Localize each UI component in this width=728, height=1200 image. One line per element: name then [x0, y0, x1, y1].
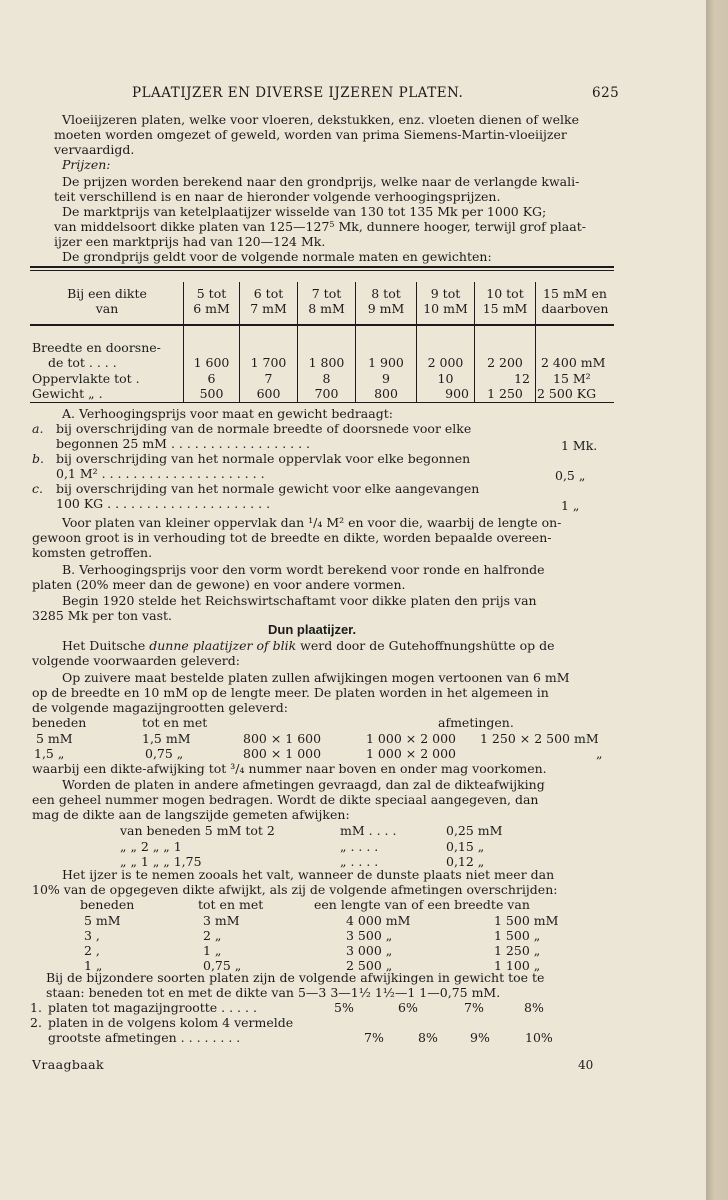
section-heading-dun-plaatijzer: Dun plaatijzer. [268, 622, 357, 637]
mag-cell: 5 mM [36, 731, 73, 746]
pct-value: 7% [464, 1000, 484, 1015]
table-cell: 6 [207, 371, 216, 386]
len-cell: 2 500 „ [346, 958, 393, 973]
dikte-cell: van beneden 5 mM tot 2 [120, 823, 275, 838]
mag-cell: 1 250 × 2 500 mM [480, 731, 599, 746]
worden-line: een geheel nummer mogen bedragen. Wordt de dikte speciaal aangegeven, dan [32, 792, 539, 807]
table-cell: 600 [256, 386, 281, 401]
table-cell: 7 [264, 371, 273, 386]
mag-head: afmetingen. [438, 715, 514, 730]
item-line: begonnen 25 mM . . . . . . . . . . . . . . . . . . [56, 436, 311, 451]
pct-num: 2. [30, 1015, 42, 1030]
table-header-cell: 10 tot [486, 286, 524, 301]
table-header-cell: 9 tot [430, 286, 461, 301]
table-cell: 1 600 [193, 355, 230, 370]
table-rule-bottom [30, 402, 614, 403]
len-cell: 1 500 „ [494, 928, 541, 943]
len-head: beneden [80, 897, 135, 912]
mag-head: beneden [32, 715, 87, 730]
book-gutter [706, 0, 728, 1200]
mag-cell: 800 × 1 000 [243, 746, 322, 761]
len-head: een lengte van of een breedte van [314, 897, 530, 912]
table-cell: 2 400 mM [541, 355, 606, 370]
len-cell: 3 000 „ [346, 943, 393, 958]
prijzen-label: Prijzen: [62, 157, 111, 172]
item-value: 1 Mk. [561, 438, 598, 453]
intro-line: moeten worden omgezet of geweld, worden van prima Siemens-Martin-vloeiijzer [54, 127, 567, 142]
prijzen-line: De grondprijs geldt voor de volgende normale maten en gewichten: [62, 249, 492, 264]
running-header-title: PLAATIJZER EN DIVERSE IJZEREN PLATEN. [132, 85, 464, 101]
table-rule-header [30, 324, 614, 326]
len-cell: 0,75 „ [203, 958, 242, 973]
b-line: Begin 1920 stelde het Reichswirtschaftamt voor dikke platen den prijs van [62, 593, 537, 608]
table-row-label: de tot . . . . [48, 355, 117, 370]
item-letter: b. [32, 451, 44, 466]
table-header-cell: 9 mM [367, 301, 405, 316]
zuivere-line: op de breedte en 10 mM op de lengte meer. De platen worden in het algemeen in [32, 685, 549, 700]
item-line: 100 KG . . . . . . . . . . . . . . . . . . . . . [56, 496, 271, 511]
dikte-cell: „ . . . . [340, 839, 379, 854]
len-cell: 3 , [84, 928, 100, 943]
dun-intro-line: Het Duitsche dunne plaatijzer of blik werd door de Gutehoffnungshütte op de [62, 638, 555, 653]
table-header-cell: 7 tot [311, 286, 342, 301]
zuivere-line: de volgende magazijngrootten geleverd: [32, 700, 288, 715]
len-head: tot en met [198, 897, 264, 912]
item-line: bij overschrijding van de normale breedte of doorsnede voor elke [56, 421, 472, 436]
intro-line: vervaardigd. [54, 142, 135, 157]
len-cell: 1 100 „ [494, 958, 541, 973]
mag-cell: 800 × 1 600 [243, 731, 322, 746]
table-cell: 900 [445, 386, 469, 401]
dikte-cell: „ . . . . [340, 854, 379, 869]
table-header-cell: 15 mM en [543, 286, 607, 301]
pct-label: platen tot magazijngrootte . . . . . [48, 1000, 257, 1015]
pct-label: platen in de volgens kolom 4 vermelde [48, 1015, 294, 1030]
pct-value: 6% [398, 1000, 418, 1015]
verhooging-title: A. Verhoogingsprijs voor maat en gewicht bedraagt: [62, 406, 393, 421]
table-row-label: Breedte en doorsne- [32, 340, 161, 355]
table-cell: 2 500 KG [537, 386, 597, 401]
table-header-cell: 5 tot [196, 286, 227, 301]
table-header-label: van [95, 301, 119, 316]
table-rule-top [30, 270, 614, 271]
footer-sheet-number: 40 [578, 1058, 594, 1072]
table-cell: 1 900 [368, 355, 404, 370]
table-header-cell: 8 tot [371, 286, 401, 301]
table-cell: 2 200 [487, 355, 523, 370]
dikte-cell: 0,12 „ [446, 854, 485, 869]
footer-signature: Vraagbaak [32, 1057, 104, 1072]
mag-cell: 1 000 × 2 000 [366, 731, 456, 746]
dikte-cell: 0,25 mM [446, 823, 503, 838]
worden-line: Worden de platen in andere afmetingen gevraagd, dan zal de dikteafwijking [62, 777, 545, 792]
table-cell: 500 [199, 386, 224, 401]
b-line: B. Verhoogingsprijs voor den vorm wordt berekend voor ronde en halfronde [62, 562, 545, 577]
dikte-cell: „ „ 2 „ „ 1 [120, 839, 182, 854]
b-line: platen (20% meer dan de gewone) en voor andere vormen. [32, 577, 406, 592]
mag-head: tot en met [142, 715, 208, 730]
prijzen-line: ijzer een marktprijs had van 120—124 Mk. [54, 234, 326, 249]
table-cell: 800 [374, 386, 398, 401]
prijzen-line: De prijzen worden berekend naar den grondprijs, welke naar de verlangde kwali- [62, 174, 580, 189]
table-cell: 9 [382, 371, 390, 386]
worden-line: mag de dikte aan de langszijde gemeten afwijken: [32, 807, 350, 822]
ijzer-line: 10% van de opgegeven dikte afwijkt, als zij de volgende afmetingen overschrijden: [32, 882, 558, 897]
dikte-cell: „ „ 1 „ „ 1,75 [120, 854, 202, 869]
dikte-cell: 0,15 „ [446, 839, 485, 854]
item-letter: c. [32, 481, 43, 496]
pct-num: 1. [30, 1000, 42, 1015]
len-cell: 1 „ [84, 958, 103, 973]
item-line: bij overschrijding van het normale oppervlak voor elke begonnen [56, 451, 471, 466]
table-header-cell: 6 mM [193, 301, 230, 316]
item-line: 0,1 M² . . . . . . . . . . . . . . . . . . . . . [56, 466, 265, 481]
pct-value: 10% [525, 1030, 553, 1045]
prijzen-line-middelsoort: van middelsoort dikke platen van $125—127^5$ Mk, dunnere hooger, terwijl grof plaat- [54, 219, 586, 234]
table-header-cell: 15 mM [482, 301, 528, 316]
mag-cell: 1,5 mM [142, 731, 191, 746]
b-line: 3285 Mk per ton vast. [32, 608, 172, 623]
table-cell: 8 [322, 371, 331, 386]
len-cell: 2 „ [203, 928, 222, 943]
item-line: bij overschrijding van het normale gewicht voor elke aangevangen [56, 481, 480, 496]
dikte-cell: mM . . . . [340, 823, 397, 838]
len-cell: 5 mM [84, 913, 121, 928]
mag-cell: 1 000 × 2 000 [366, 746, 456, 761]
table-cell: 2 000 [427, 355, 464, 370]
pct-value: 9% [470, 1030, 490, 1045]
len-cell: 2 , [84, 943, 100, 958]
waarbij-line: waarbij een dikte-afwijking tot ³/₄ nummer naar boven en onder mag voorkomen. [32, 761, 547, 776]
len-cell: 3 mM [203, 913, 240, 928]
pct-value: 8% [524, 1000, 544, 1015]
kleiner-line: komsten getroffen. [32, 545, 153, 560]
prijzen-line: teit verschillend is en naar de hieronder volgende verhoogingsprijzen. [54, 189, 501, 204]
item-value: 1 „ [561, 498, 580, 513]
item-value: 0,5 „ [555, 468, 586, 483]
mag-cell: 0,75 „ [145, 746, 184, 761]
kleiner-line: gewoon groot is in verhouding tot de breedte en dikte, worden bepaalde overeen- [32, 530, 552, 545]
dun-intro-line: volgende voorwaarden geleverd: [32, 653, 240, 668]
bijzondere-line: Bij de bijzondere soorten platen zijn de volgende afwijkingen in gewicht toe te [46, 970, 545, 985]
bijzondere-line: staan: beneden tot en met de dikte van 5—3 3—1½ 1½—1 1—0,75 mM. [46, 985, 501, 1000]
table-cell: 15 M² [553, 371, 591, 386]
table-cell: 10 [437, 371, 454, 386]
ijzer-line: Het ijzer is te nemen zooals het valt, wanneer de dunste plaats niet meer dan [62, 867, 555, 882]
table-header-cell: 10 mM [423, 301, 468, 316]
pct-value: 7% [364, 1030, 384, 1045]
mag-cell: „ [596, 746, 603, 761]
pct-value: 5% [334, 1000, 354, 1015]
mag-cell: 1,5 „ [34, 746, 65, 761]
kleiner-line: Voor platen van kleiner oppervlak dan ¹/₄ M² en voor die, waarbij de lengte on- [62, 515, 562, 530]
table-header-cell: 7 mM [250, 301, 287, 316]
table-cell: 12 [514, 371, 530, 386]
table-header-cell: 8 mM [308, 301, 345, 316]
prijzen-line: De marktprijs van ketelplaatijzer wisselde van 130 tot 135 Mk per 1000 KG; [62, 204, 547, 219]
pct-value: 8% [418, 1030, 438, 1045]
table-row-label: Oppervlakte tot . [32, 371, 140, 386]
table-header-cell: 6 tot [253, 286, 284, 301]
table-cell: 1 800 [308, 355, 345, 370]
item-letter: a. [32, 421, 44, 436]
len-cell: 3 500 „ [346, 928, 393, 943]
pct-label: grootste afmetingen . . . . . . . . [48, 1030, 241, 1045]
page-number: 625 [592, 85, 620, 101]
table-header-label: Bij een dikte [67, 286, 147, 301]
len-cell: 1 250 „ [494, 943, 541, 958]
len-cell: 4 000 mM [346, 913, 411, 928]
len-cell: 1 „ [203, 943, 222, 958]
len-cell: 1 500 mM [494, 913, 559, 928]
table-row-label: Gewicht „ . [32, 386, 103, 401]
table-cell: 1 700 [250, 355, 287, 370]
table-rule-top [30, 266, 614, 268]
table-header-cell: daarboven [541, 301, 609, 316]
intro-line: Vloeiijzeren platen, welke voor vloeren, dekstukken, enz. vloeten dienen of welke [62, 112, 579, 127]
table-cell: 700 [314, 386, 339, 401]
zuivere-line: Op zuivere maat bestelde platen zullen afwijkingen mogen vertoonen van 6 mM [62, 670, 570, 685]
table-cell: 1 250 [487, 386, 523, 401]
